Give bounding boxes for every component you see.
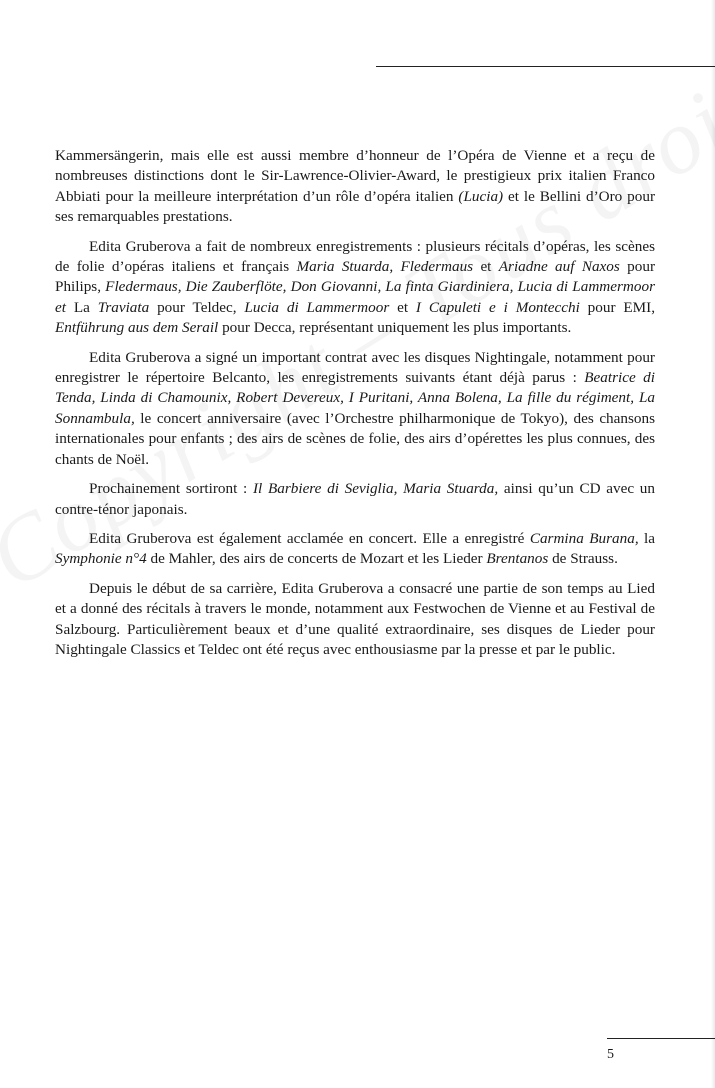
- paragraph-4: [55, 479, 655, 520]
- paragraph-1: [55, 146, 655, 228]
- italic-title: Maria Stuarda, Fledermaus: [296, 258, 474, 276]
- italic-title: Traviata: [97, 298, 150, 316]
- paragraph-5: [55, 529, 655, 570]
- italic-title: Fledermaus, Die Zauberflöte, Don Giovanni, La finta Giardiniera, Lucia di Lammermoor et: [55, 278, 655, 316]
- text-run: Depuis le début de sa carrière, Edita Gruberova a consacré une partie de son temps au Lied et a donné des récitals à travers le monde, notamment aux Festwochen de Vienne et au Festival de Salzbourg. Particulièrement beaux et d’une qualité extraordinaire, ses disques de Lieder pour Nightingale Classics et Teldec ont été reçus avec enthousiasme par la presse et par le public.: [55, 579, 655, 658]
- text-run: la: [638, 529, 656, 547]
- text-run: Edita Gruberova a fait de nombreux enregistrements : plusieurs récitals d’opéras, les scènes de folie d’opéras italiens et français: [55, 237, 655, 276]
- italic-title: Il Barbiere di Seviglia, Maria Stuarda,: [252, 480, 499, 498]
- text-run: Edita Gruberova a signé un important contrat avec les disques Nightingale, notamment pour enregistrer le répertoire Belcanto, les enregistrements suivants étant déjà parus :: [55, 348, 655, 387]
- text-run: Edita Gruberova est également acclamée en concert. Elle a enregistré: [89, 529, 530, 547]
- italic-title: Brentanos: [486, 550, 549, 568]
- italic-title: Entführung aus dem Serail: [55, 319, 219, 337]
- page-number: 5: [607, 1047, 614, 1062]
- text-run: le concert anniversaire (avec l’Orchestre philharmonique de Tokyo), des chansons internationales pour enfants ; des airs de scènes de folie, des airs d’opérettes les plus connues, des chants de Noël.: [55, 409, 655, 468]
- text-run: Prochainement sortiront :: [89, 480, 253, 498]
- italic-title: Symphonie n°4: [55, 550, 147, 568]
- text-run: de Mahler, des airs de concerts de Mozart et les Lieder: [146, 550, 487, 568]
- body-text: [55, 146, 655, 669]
- text-run: pour Teldec,: [149, 298, 245, 316]
- italic-title: Ariadne auf Naxos: [498, 258, 620, 276]
- italic-title: I Capuleti e i Montecchi: [415, 298, 580, 316]
- footer-rule: [607, 1038, 715, 1039]
- text-run: pour Philips,: [55, 258, 655, 296]
- paragraph-6: [55, 579, 655, 661]
- text-run: Kammersängerin, mais elle est aussi membre d’honneur de l’Opéra de Vienne et a reçu de nombreuses distinctions dont le Sir-Lawrence-Olivier-Award, le prestigieux prix italien Franco Abbiati pour la meilleure interprétation d’un rôle d’opéra italien: [55, 147, 655, 205]
- text-run: La: [65, 298, 98, 316]
- paragraph-2: [55, 237, 655, 339]
- text-run: et: [473, 258, 499, 276]
- text-run: pour EMI,: [579, 298, 655, 316]
- italic-title: Lucia di Lammermoor: [244, 298, 390, 316]
- text-run: pour Decca, représentant uniquement les plus importants.: [218, 319, 572, 337]
- text-run: de Strauss.: [548, 550, 618, 568]
- text-run: et le Bellini d’Oro pour ses remarquables prestations.: [55, 187, 656, 226]
- header-rule: [376, 66, 715, 67]
- italic-title: Carmina Burana,: [529, 529, 639, 547]
- italic-title: (Lucia): [458, 187, 504, 205]
- italic-title: Beatrice di Tenda, Linda di Chamounix, Robert Devereux, I Puritani, Anna Bolena, La fille du régiment, La Sonnambula,: [55, 369, 655, 427]
- text-run: et: [389, 298, 416, 316]
- text-run: ainsi qu’un CD avec un contre-ténor japonais.: [55, 480, 655, 518]
- paragraph-3: [55, 348, 655, 470]
